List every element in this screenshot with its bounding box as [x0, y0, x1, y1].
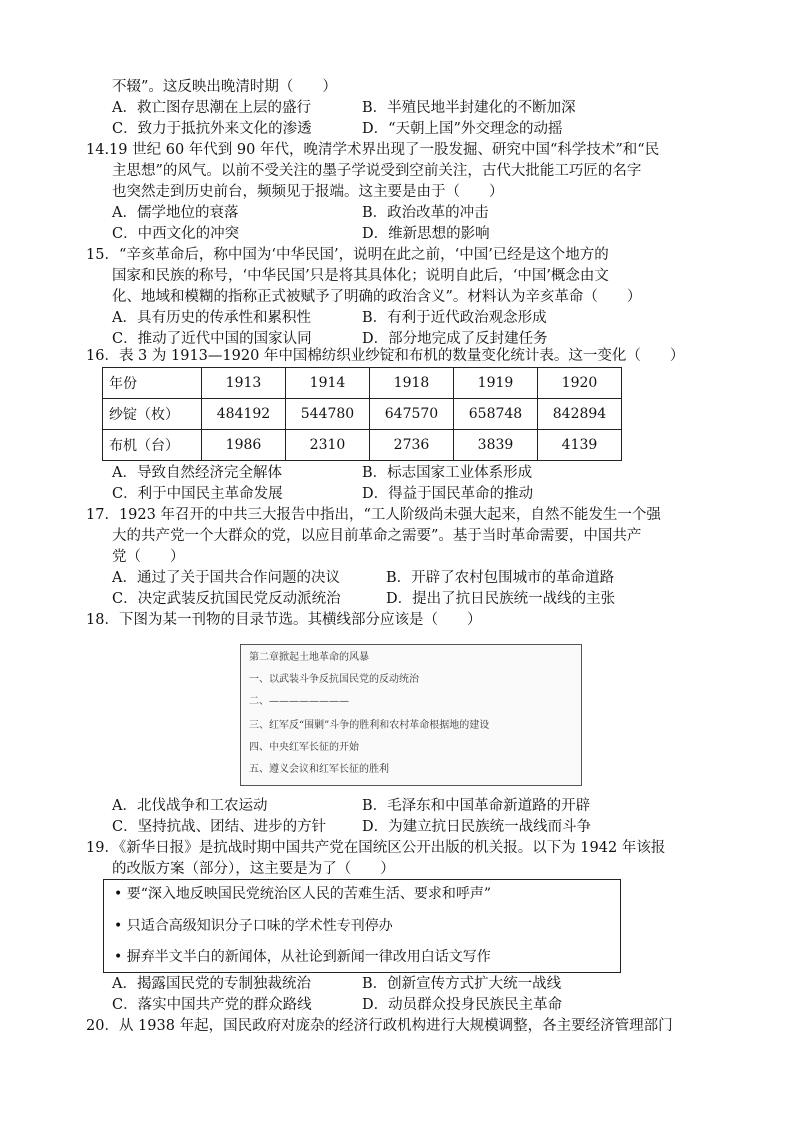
q19-plan-box	[103, 879, 621, 973]
table-cell: 1986	[202, 430, 286, 461]
q14-stem-line1: 14.19 世纪 60 年代到 90 年代，晚清学术界出现了一股发掘、研究中国“科学技术”和“民	[86, 142, 660, 158]
q17-stem-line3: 党（ ）	[112, 549, 185, 565]
q16-option-d: D．得益于国民革命的推动	[362, 486, 534, 502]
q14-option-d: D．维新思想的影响	[362, 226, 490, 242]
toc-item-blank: 二、————————	[249, 696, 349, 707]
q18-option-b: B．毛泽东和中国革命新道路的开辟	[362, 798, 591, 814]
q15-option-a: A．具有历史的传承性和累积性	[112, 310, 311, 326]
q17-stem-line2: 大的共产党一个大群众的党，以应目前革命之需要”。基于当时革命需要，中国共产	[112, 528, 642, 544]
table-cell: 842894	[538, 399, 622, 430]
table-cell: 1918	[370, 368, 454, 399]
q19-option-d: D．动员群众投身民族民主革命	[362, 997, 563, 1013]
q15-option-c: C．推动了近代中国的国家认同	[112, 331, 312, 347]
q14-stem-line2: 主思想”的风气。以前不受关注的墨子学说受到空前关注，古代大批能工巧匠的名字	[112, 163, 642, 179]
table-cell: 2736	[370, 430, 454, 461]
q13-option-c: C．致力于抵抗外来文化的渗透	[112, 121, 312, 137]
table-cell: 544780	[286, 399, 370, 430]
toc-item: 一、以武装斗争反抗国民党的反动统治	[249, 674, 419, 685]
table-row	[103, 399, 622, 430]
toc-item: 五、遵义会议和红军长征的胜利	[249, 764, 389, 775]
q20-stem: 20．从 1938 年起，国民政府对庞杂的经济行政机构进行大规模调整，各主要经济管理部门	[86, 1018, 673, 1034]
q18-option-d: D．为建立抗日民族统一战线而斗争	[362, 819, 592, 835]
q13-option-b: B．半殖民地半封建化的不断加深	[362, 100, 576, 116]
q19-option-a: A．揭露国民党的专制独裁统治	[112, 976, 311, 992]
q19-stem-line1: 19．《新华日报》是抗战时期中国共产党在国统区公开出版的机关报。以下为 1942 年该报	[86, 840, 666, 856]
q15-stem-line2: 国家和民族的称号，‘中华民国’只是将其具体化；说明自此后，‘中国’概念由文	[112, 268, 609, 284]
q17-option-c: C．决定武装反抗国民党反动派统治	[112, 591, 341, 607]
q19-stem-line2: 的改版方案（部分），这主要是为了（ ）	[112, 861, 395, 877]
table-cell: 纱锭（枚）	[103, 399, 202, 430]
q14-option-a: A．儒学地位的衰落	[112, 205, 239, 221]
toc-item: 三、红军反“围剿”斗争的胜利和农村革命根据地的建设	[249, 720, 490, 731]
table-cell: 1919	[454, 368, 538, 399]
table-cell: 1913	[202, 368, 286, 399]
q17-option-b: B．开辟了农村包围城市的革命道路	[386, 570, 615, 586]
q16-option-a: A．导致自然经济完全解体	[112, 465, 282, 481]
q13-option-d: D．“天朝上国”外交理念的动摇	[362, 121, 563, 137]
q16-option-b: B．标志国家工业体系形成	[362, 465, 533, 481]
q17-stem-line1: 17．1923 年召开的中共三大报告中指出，“工人阶级尚未强大起来，自然不能发生一个强	[86, 507, 661, 523]
table-row	[103, 430, 622, 461]
q16-stem: 16．表 3 为 1913—1920 年中国棉纺织业纱锭和布机的数量变化统计表。这一变化（ ）	[86, 348, 685, 364]
table-cell: 1914	[286, 368, 370, 399]
table-cell: 1920	[538, 368, 622, 399]
q13-stem-tail: 不辍”。这反映出晚清时期（ ）	[112, 79, 337, 95]
table-cell: 647570	[370, 399, 454, 430]
q18-option-a: A．北伐战争和工农运动	[112, 798, 268, 814]
q18-stem: 18．下图为某一刊物的目录节选。其横线部分应该是（ ）	[86, 612, 482, 628]
table-cell: 3839	[454, 430, 538, 461]
plan-bullet: • 要“深入地反映国民党统治区人民的苦难生活、要求和呼声”	[114, 886, 492, 902]
q16-option-c: C．利于中国民主革命发展	[112, 486, 283, 502]
q14-option-b: B．政治改革的冲击	[362, 205, 489, 221]
table-cell: 年份	[103, 368, 202, 399]
q16-stats-table	[102, 367, 622, 461]
q18-option-c: C．坚持抗战、团结、进步的方针	[112, 819, 327, 835]
q13-option-a: A．救亡图存思潮在上层的盛行	[112, 100, 311, 116]
q15-option-d: D．部分地完成了反封建任务	[362, 331, 548, 347]
toc-chapter-title: 第二章掀起土地革命的风暴	[249, 652, 369, 663]
table-cell: 布机（台）	[103, 430, 202, 461]
table-cell: 2310	[286, 430, 370, 461]
q15-option-b: B．有利于近代政治观念形成	[362, 310, 547, 326]
q15-stem-line3: 化、地域和模糊的指称正式被赋予了明确的政治含义”。材料认为辛亥革命（ ）	[112, 289, 642, 305]
table-cell: 484192	[202, 399, 286, 430]
q18-toc-figure	[240, 644, 582, 786]
q15-stem-line1: 15．“辛亥革命后，称中国为‘中华民国’，说明在此之前，‘中国’已经是这个地方的	[86, 247, 609, 263]
q14-option-c: C．中西文化的冲突	[112, 226, 240, 242]
q19-option-b: B．创新宣传方式扩大统一战线	[362, 976, 562, 992]
q17-option-a: A．通过了关于国共合作问题的决议	[112, 570, 340, 586]
table-header-row	[103, 368, 622, 399]
table-cell: 658748	[454, 399, 538, 430]
plan-bullet: • 摒弃半文半白的新闻体，从社论到新闻一律改用白话文写作	[114, 949, 491, 965]
q19-option-c: C．落实中国共产党的群众路线	[112, 997, 312, 1013]
plan-bullet: • 只适合高级知识分子口味的学术性专刊停办	[114, 918, 393, 934]
toc-item: 四、中央红军长征的开始	[249, 742, 359, 753]
q14-stem-line3: 也突然走到历史前台，频频见于报端。这主要是由于（ ）	[112, 184, 504, 200]
table-cell: 4139	[538, 430, 622, 461]
q17-option-d: D．提出了抗日民族统一战线的主张	[386, 591, 616, 607]
